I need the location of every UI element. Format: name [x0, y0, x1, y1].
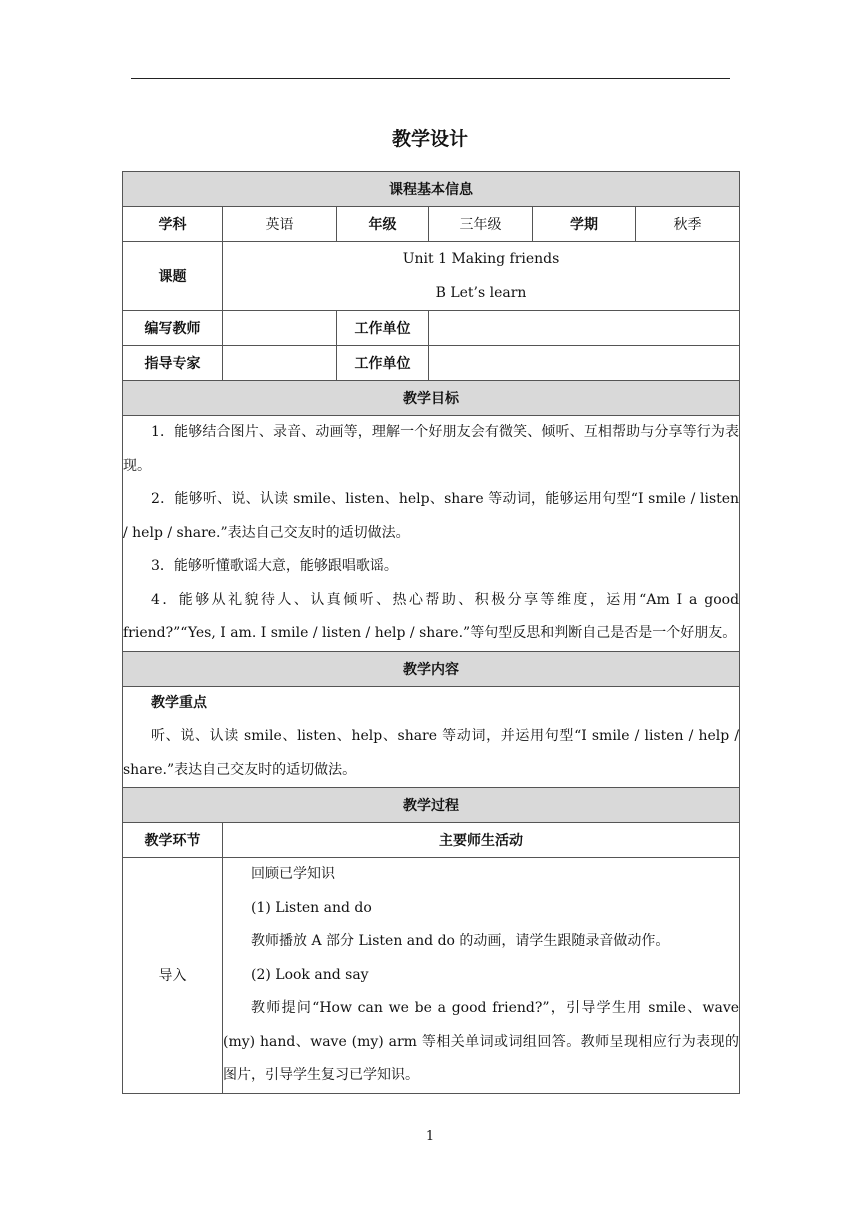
section-goals: 教学目标	[123, 381, 740, 416]
goal-item: 1．能够结合图片、录音、动画等，理解一个好朋友会有微笑、倾听、互相帮助与分享等行为表现。	[123, 424, 740, 474]
advisor-value	[223, 346, 337, 381]
topic-label: 课题	[123, 242, 223, 311]
activity-line: (2) Look and say	[251, 966, 369, 983]
header-rule	[131, 78, 730, 79]
section-process: 教学过程	[123, 788, 740, 823]
goal-item: 2．能够听、说、认读 smile、listen、help、share 等动词，能够运用句型“I smile / listen / help / share.”表达自己交友时的适切做法。	[123, 491, 740, 541]
author-value	[223, 311, 337, 346]
topic-line-2: B Let’s learn	[435, 285, 527, 301]
goal-item: 3．能够听懂歌谣大意，能够跟唱歌谣。	[151, 558, 398, 574]
goal-item: 4．能够从礼貌待人、认真倾听、热心帮助、积极分享等维度，运用“Am I a good friend?”“Yes, I am. I smile / listen / help / share.”等句型反思和判断自己是否是一个好朋友。	[123, 591, 740, 641]
activity-line: 教师提问“How can we be a good friend?”，引导学生用 smile、wave (my) hand、wave (my) arm 等相关单词或词组回答。教师呈现相应行为表现的图片，引导学生复习已学知识。	[223, 1000, 740, 1083]
section-course-info: 课程基本信息	[123, 172, 740, 207]
section-content: 教学内容	[123, 651, 740, 686]
activity-body	[223, 858, 740, 1094]
col-stage-header: 教学环节	[123, 823, 223, 858]
col-activity-header: 主要师生活动	[223, 823, 740, 858]
key-points-text: 听、说、认读 smile、listen、help、share 等动词，并运用句型“I smile / listen / help / share.”表达自己交友时的适切做法。	[123, 728, 740, 778]
stage-intro: 导入	[123, 858, 223, 1094]
work-unit-value	[429, 311, 740, 346]
activity-line: 回顾已学知识	[251, 866, 335, 882]
grade-label: 年级	[337, 207, 429, 242]
subject-value: 英语	[223, 207, 337, 242]
goals-body	[123, 416, 740, 652]
page-number: 1	[425, 1129, 435, 1144]
activity-line: (1) Listen and do	[251, 899, 372, 916]
work-unit-value-2	[429, 346, 740, 381]
grade-value: 三年级	[429, 207, 533, 242]
subject-label: 学科	[123, 207, 223, 242]
content-body	[123, 686, 740, 788]
term-value: 秋季	[636, 207, 740, 242]
topic-line-1: Unit 1 Making friends	[402, 251, 560, 267]
work-unit-label: 工作单位	[337, 311, 429, 346]
author-label: 编写教师	[123, 311, 223, 346]
key-points-label: 教学重点	[151, 694, 207, 711]
advisor-label: 指导专家	[123, 346, 223, 381]
document-title: 教学设计	[391, 128, 468, 150]
activity-line: 教师播放 A 部分 Listen and do 的动画，请学生跟随录音做动作。	[251, 933, 670, 949]
term-label: 学期	[533, 207, 636, 242]
lesson-plan-table	[122, 171, 740, 1094]
work-unit-label-2: 工作单位	[337, 346, 429, 381]
topic-value	[223, 242, 740, 311]
